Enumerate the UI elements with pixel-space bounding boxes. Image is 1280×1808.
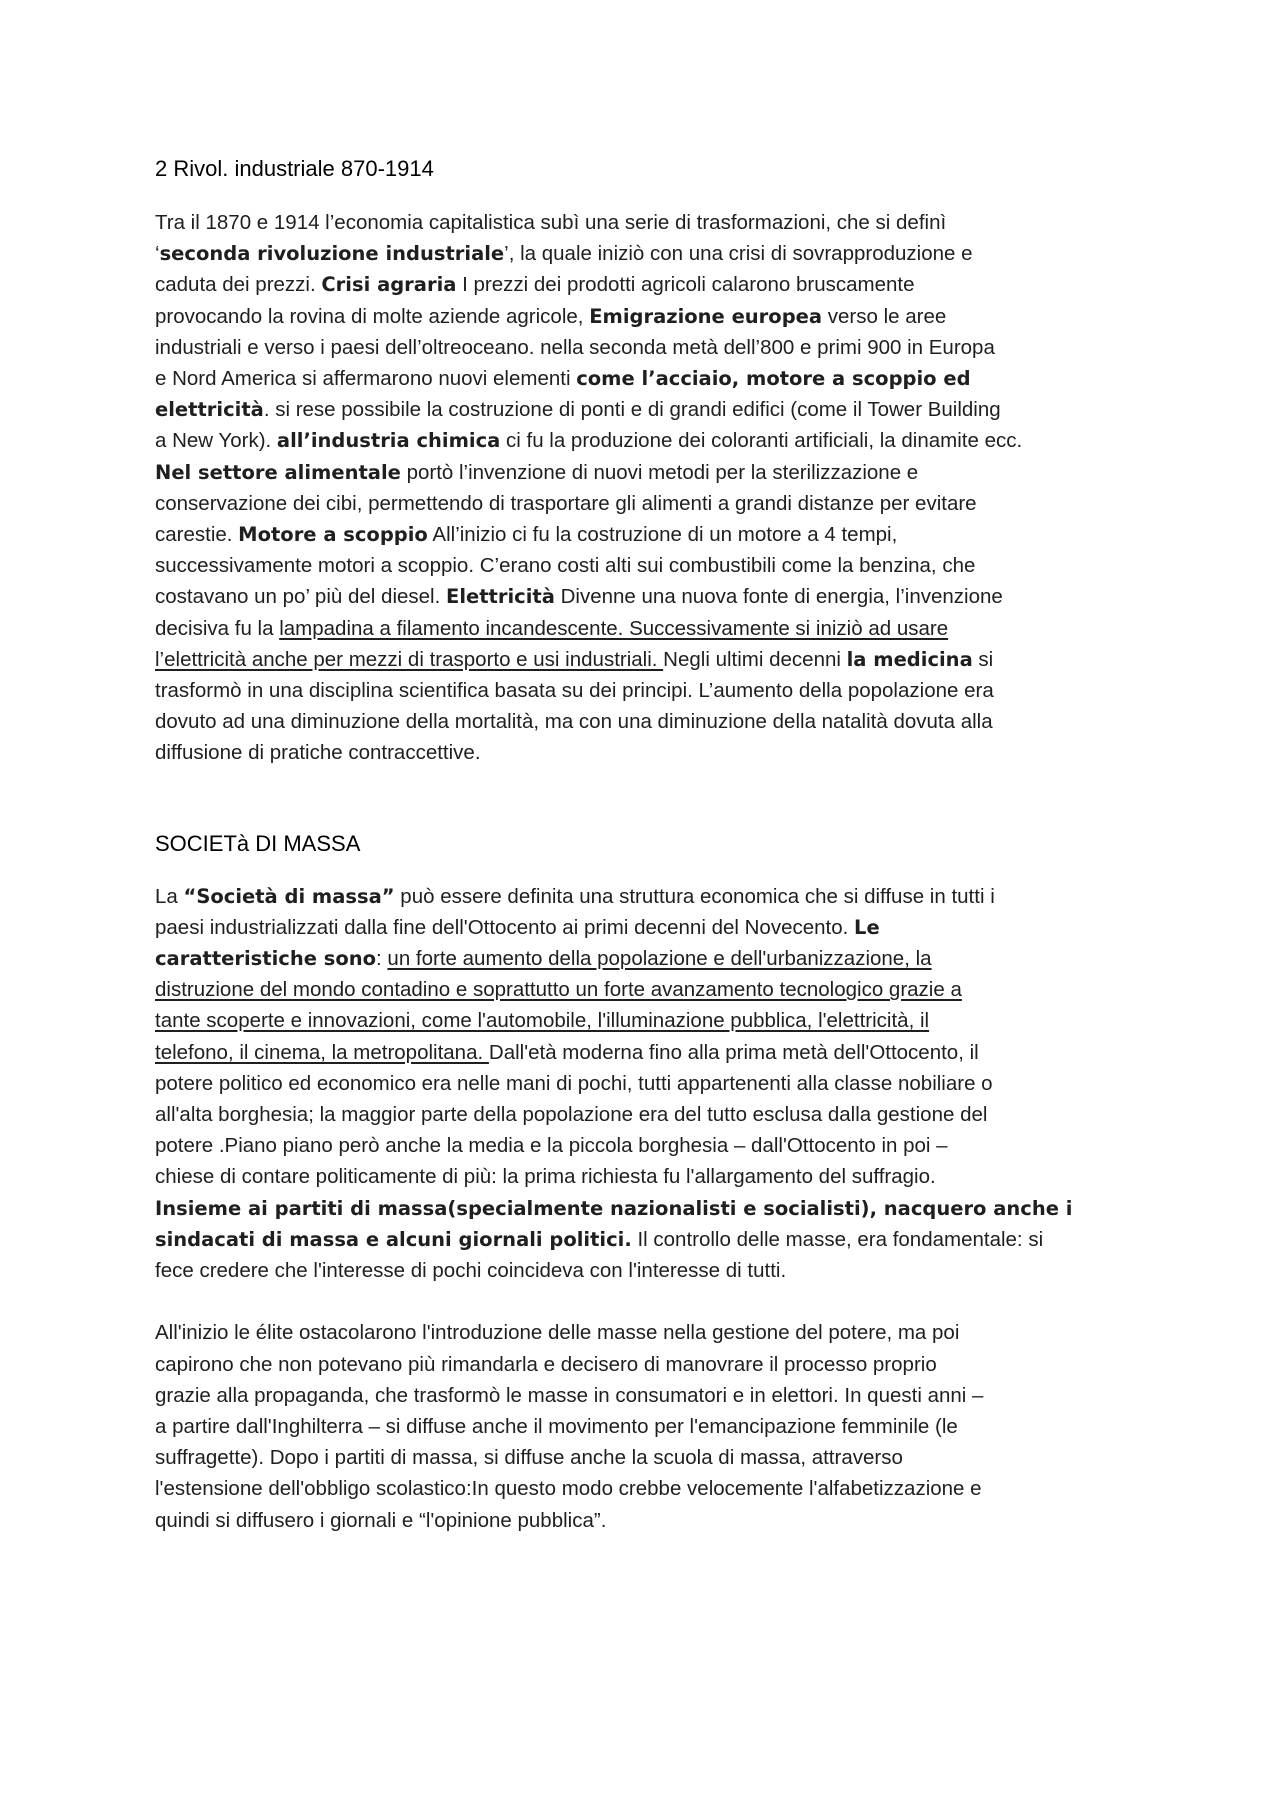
- text-line: [155, 488, 1135, 519]
- text-run: caduta dei prezzi.: [155, 273, 322, 297]
- text-run: ’, la quale iniziò con una crisi di sovrapproduzione e: [504, 242, 973, 266]
- text-line: [155, 457, 1135, 488]
- underlined-text: lampadina a filamento incandescente. Successivamente si iniziò ad usare: [279, 616, 949, 640]
- text-run: All’inizio ci fu la costruzione di un motore a 4 tempi,: [427, 523, 898, 547]
- text-run: suffragette). Dopo i partiti di massa, si diffuse anche la scuola di massa, attraverso: [155, 1446, 903, 1470]
- text-run: costavano un po’ più del diesel.: [155, 585, 446, 609]
- text-run: I prezzi dei prodotti agricoli calarono bruscamente: [456, 273, 915, 297]
- paragraph-mass-society-2: [155, 1317, 1135, 1535]
- bold-text: Insieme ai partiti di massa(specialmente nazionalisti e socialisti), nacquero anche i: [155, 1196, 1073, 1220]
- text-run: ci fu la produzione dei coloranti artificiali, la dinamite ecc.: [500, 429, 1023, 453]
- text-run: si: [972, 647, 994, 671]
- text-line: [155, 1193, 1135, 1224]
- text-run: Divenne una nuova fonte di energia, l’invenzione: [554, 585, 1003, 609]
- text-run: l'estensione dell'obbligo scolastico:In questo modo crebbe velocemente l'alfabetizzazione e: [155, 1477, 982, 1501]
- underlined-text: tante scoperte e innovazioni, come l'automobile, l'illuminazione pubblica, l'elettricità, il: [155, 1009, 930, 1033]
- text-line: [155, 881, 1135, 912]
- bold-text: all’industria chimica: [276, 429, 501, 453]
- text-run: Negli ultimi decenni: [663, 647, 847, 671]
- text-run: decisiva fu la: [155, 616, 280, 640]
- text-run: diffusione di pratiche contraccettive.: [155, 741, 481, 765]
- text-run: Dall'età moderna fino alla prima metà dell'Ottocento, il: [488, 1040, 979, 1064]
- text-run: :: [376, 947, 388, 971]
- text-run: carestie.: [155, 523, 239, 547]
- text-run: all'alta borghesia; la maggior parte della popolazione era del tutto esclusa dalla gestione del: [155, 1103, 988, 1127]
- bold-text: Crisi agraria: [321, 273, 457, 297]
- text-run: successivamente motori a scoppio. C’erano costi alti sui combustibili come la benzina, che: [155, 554, 976, 578]
- text-run: può essere definita una struttura economica che si diffuse in tutti i: [394, 884, 995, 908]
- text-line: [155, 737, 1135, 768]
- text-run: fece credere che l'interesse di pochi coincideva con l'interesse di tutti.: [155, 1259, 787, 1283]
- text-run: La: [155, 884, 184, 908]
- text-run: a partire dall'Inghilterra – si diffuse anche il movimento per l'emancipazione femminile (le: [155, 1414, 958, 1438]
- text-run: e Nord America si affermarono nuovi elementi: [155, 367, 577, 391]
- text-run: potere .Piano piano però anche la media e la piccola borghesia – dall'Ottocento in poi –: [155, 1134, 948, 1158]
- text-run: potere politico ed economico era nelle mani di pochi, tutti appartenenti alla classe nobiliare o: [155, 1071, 993, 1095]
- text-line: [155, 1068, 1135, 1099]
- text-run: trasformò in una disciplina scientifica basata su dei principi. L’aumento della popolazione era: [155, 679, 994, 703]
- bold-text: come l’acciaio, motore a scoppio ed: [576, 367, 971, 391]
- text-run: dovuto ad una diminuzione della mortalità, ma con una diminuzione della natalità dovuta alla: [155, 710, 993, 734]
- text-line: [155, 1473, 1135, 1504]
- section-title-industrial-revolution: 2 Rivol. industriale 870-1914: [155, 156, 434, 181]
- text-line: [155, 613, 1135, 644]
- text-line: [155, 425, 1135, 456]
- text-run: All'inizio le élite ostacolarono l'introduzione delle masse nella gestione del potere, ma poi: [155, 1321, 960, 1345]
- text-run: a New York).: [155, 429, 277, 453]
- bold-text: seconda rivoluzione industriale: [159, 242, 505, 266]
- text-line: [155, 1255, 1135, 1286]
- text-line: [155, 207, 1135, 238]
- text-line: [155, 519, 1135, 550]
- text-line: [155, 550, 1135, 581]
- text-run: capirono che non potevano più rimandarla e decisero di manovrare il processo proprio: [155, 1352, 937, 1376]
- text-line: [155, 1380, 1135, 1411]
- text-line: [155, 1317, 1135, 1348]
- bold-text: sindacati di massa e alcuni giornali politici.: [155, 1227, 632, 1251]
- bold-text: Emigrazione europea: [589, 304, 823, 328]
- text-run: chiese di contare politicamente di più: la prima richiesta fu l'allargamento del suffragio.: [155, 1165, 936, 1189]
- text-line: [155, 301, 1135, 332]
- text-line: [155, 1161, 1135, 1192]
- text-line: [155, 1130, 1135, 1161]
- bold-text: Nel settore alimentale: [155, 460, 401, 484]
- text-run: quindi si diffusero i giornali e “l'opinione pubblica”.: [155, 1508, 607, 1532]
- paragraph-mass-society-1: [155, 881, 1135, 1287]
- text-run: grazie alla propaganda, che trasformò le masse in consumatori e in elettori. In questi anni –: [155, 1383, 984, 1407]
- text-run: ‘: [155, 242, 160, 266]
- bold-text: caratteristiche sono: [155, 947, 377, 971]
- underlined-text: telefono, il cinema, la metropolitana.: [155, 1040, 489, 1064]
- bold-text: elettricità: [155, 398, 264, 422]
- text-run: portò l’invenzione di nuovi metodi per la sterilizzazione e: [400, 460, 919, 484]
- text-line: [155, 943, 1135, 974]
- text-line: [155, 581, 1135, 612]
- text-run: provocando la rovina di molte aziende agricole,: [155, 304, 590, 328]
- text-run: verso le aree: [822, 304, 947, 328]
- text-line: [155, 1005, 1135, 1036]
- text-run: Il controllo delle masse, era fondamentale: si: [631, 1227, 1044, 1251]
- text-line: [155, 363, 1135, 394]
- text-line: [155, 1505, 1135, 1536]
- bold-text: “Società di massa”: [183, 884, 395, 908]
- text-line: [155, 394, 1135, 425]
- bold-text: Elettricità: [446, 585, 555, 609]
- text-line: [155, 1224, 1135, 1255]
- text-line: [155, 332, 1135, 363]
- text-run: Tra il 1870 e 1914 l’economia capitalistica subì una serie di trasformazioni, che si definì: [155, 211, 947, 234]
- text-line: [155, 1349, 1135, 1380]
- text-line: [155, 1037, 1135, 1068]
- text-line: [155, 974, 1135, 1005]
- bold-text: Motore a scoppio: [238, 523, 428, 547]
- text-line: [155, 269, 1135, 300]
- text-run: . si rese possibile la costruzione di ponti e di grandi edifici (come il Tower Building: [263, 398, 1001, 422]
- text-run: paesi industrializzati dalla fine dell'Ottocento ai primi decenni del Novecento.: [155, 915, 855, 939]
- text-line: [155, 644, 1135, 675]
- text-run: industriali e verso i paesi dell’oltreoceano. nella seconda metà dell’800 e primi 900 in Europa: [155, 335, 995, 359]
- text-line: [155, 238, 1135, 269]
- paragraph-industrial-revolution: [155, 207, 1135, 769]
- underlined-text: l’elettricità anche per mezzi di trasporto e usi industriali.: [155, 647, 664, 671]
- text-line: [155, 706, 1135, 737]
- bold-text: Le: [854, 915, 880, 939]
- text-line: [155, 912, 1135, 943]
- text-run: conservazione dei cibi, permettendo di trasportare gli alimenti a grandi distanze per evitare: [155, 491, 977, 515]
- document-page: [155, 150, 1135, 1536]
- section-title-mass-society: SOCIETà DI MASSA: [155, 830, 361, 856]
- underlined-text: un forte aumento della popolazione e dell'urbanizzazione, la: [387, 947, 932, 971]
- bold-text: la medicina: [846, 647, 973, 671]
- text-line: [155, 1411, 1135, 1442]
- underlined-text: distruzione del mondo contadino e soprattutto un forte avanzamento tecnologico grazie a: [155, 978, 962, 1002]
- text-line: [155, 675, 1135, 706]
- text-line: [155, 1099, 1135, 1130]
- text-line: [155, 1442, 1135, 1473]
